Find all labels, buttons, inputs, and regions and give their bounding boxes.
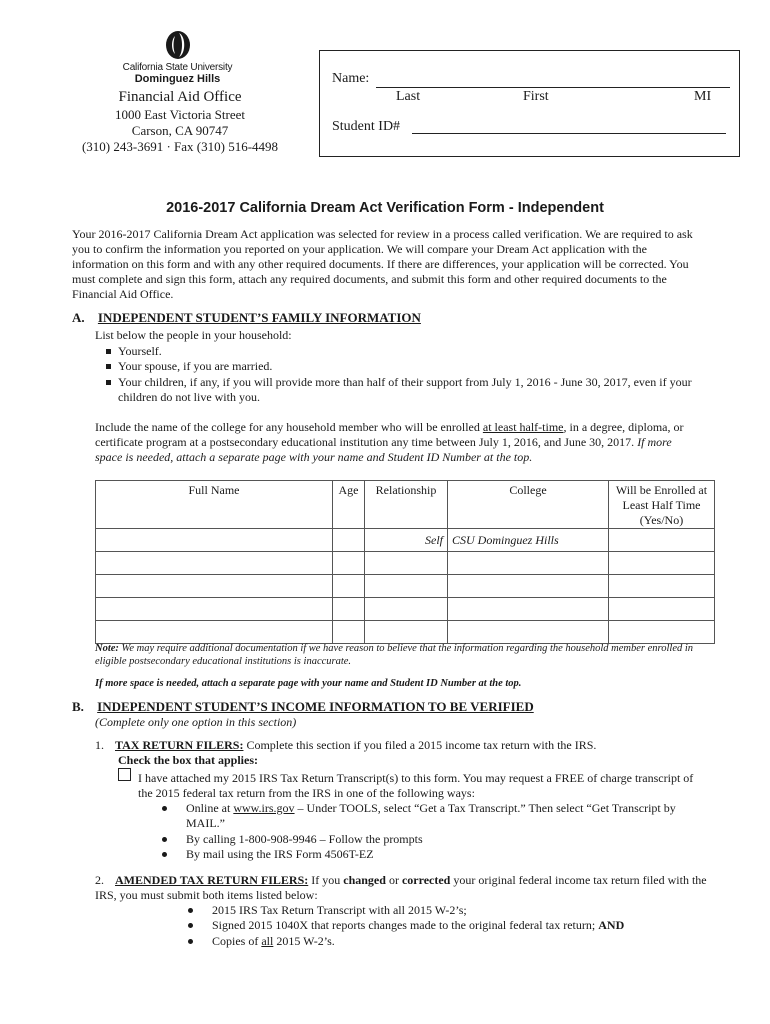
university-emblem-icon (164, 30, 192, 60)
include-college-paragraph: Include the name of the college for any household member who will be enrolled at least half-time, in a degree, diploma, or certificate program at a postsecondary educational institution any time between July 1, 2016, and June 30, 2017. If more space is needed, attach a separate page with your name and Student ID Number at the top. (95, 420, 684, 464)
table-row (96, 575, 715, 598)
table-row (96, 529, 715, 552)
col-college: College (448, 481, 609, 529)
more-space-note: If more space is needed, attach a separate page with your name and Student ID Number at the top. (95, 678, 522, 689)
list-item: Yourself. (104, 344, 704, 359)
tax-return-filers-item: 1. TAX RETURN FILERS: Complete this section if you filed a 2015 income tax return with the IRS. (95, 738, 597, 752)
university-logo (120, 30, 235, 85)
irs-transcript-checkbox[interactable] (118, 768, 131, 781)
list-item: By calling 1-800-908-9946 – Follow the prompts (162, 832, 702, 847)
college-cell: CSU Dominguez Hills (448, 529, 609, 552)
student-id-field[interactable] (412, 133, 726, 134)
col-full-name: Full Name (96, 481, 333, 529)
list-item: Your children, if any, if you will provide more than half of their support from July 1, 2016 - June 30, 2017, even if your children do not live with you. (104, 375, 704, 406)
relationship-cell: Self (365, 529, 448, 552)
household-list-intro: List below the people in your household: (95, 328, 292, 342)
name-field[interactable] (376, 87, 730, 88)
office-city: Carson, CA 90747 (131, 123, 229, 138)
list-item: Your spouse, if you are married. (104, 359, 704, 374)
enrolled-cell[interactable] (609, 529, 715, 552)
amended-filers-item: 2. AMENDED TAX RETURN FILERS: If you changed or corrected your original federal income tax return filed with the IRS, you must submit both items listed below: (95, 873, 707, 902)
name-label: Name: (332, 71, 370, 86)
documentation-note: Note: We may require additional documentation if we have reason to believe that the information regarding the household member enrolled in eligible postsecondary educational institutions is inaccurate. (95, 643, 694, 667)
table-row (96, 621, 715, 644)
table-header-row (96, 481, 715, 529)
first-name-label: First (523, 89, 549, 104)
form-title: 2016-2017 California Dream Act Verification Form - Independent (166, 200, 604, 216)
intro-paragraph: Your 2016-2017 California Dream Act application was selected for review in a process called verification. We are required to ask you to confirm the information you reported on your application. We will compare your Dream Act application with the information on this form and with any other required documents. If there are differences, your application will be corrected. You must complete and sign this form, attach any required documents, and submit this form and other required documents to the Financial Aid Office. (72, 227, 693, 301)
student-id-box (319, 50, 740, 157)
list-item: Signed 2015 1040X that reports changes made to the original federal tax return; AND (188, 918, 708, 933)
office-info (60, 88, 300, 155)
campus-name: Dominguez Hills (134, 73, 221, 85)
list-item: 2015 IRS Tax Return Transcript with all 2015 W-2’s; (188, 903, 708, 918)
amended-requirements-list (188, 903, 708, 949)
office-name: Financial Aid Office (118, 89, 242, 105)
section-b-subheading: (Complete only one option in this section) (95, 715, 297, 729)
section-a-letter: A. (72, 310, 85, 325)
office-street: 1000 East Victoria Street (114, 107, 246, 122)
col-age: Age (333, 481, 365, 529)
office-phone-fax: (310) 243-3691 · Fax (310) 516-4498 (81, 139, 279, 154)
section-b-heading (72, 699, 534, 715)
age-cell[interactable] (333, 529, 365, 552)
last-name-label: Last (396, 89, 421, 104)
section-a-heading (72, 310, 421, 326)
table-row (96, 598, 715, 621)
table-row (96, 552, 715, 575)
university-name: California State University (122, 62, 233, 73)
household-list (104, 344, 704, 405)
irs-transcript-option: I have attached my 2015 IRS Tax Return Transcript(s) to this form. You may request a FREE of charge transcript of the 2015 federal tax return from the IRS in one of the following ways: (138, 771, 694, 800)
household-table (95, 480, 715, 644)
list-item: By mail using the IRS Form 4506T-EZ (162, 847, 702, 862)
student-id-label: Student ID# (332, 119, 401, 134)
section-a-title: INDEPENDENT STUDENT’S FAMILY INFORMATION (97, 310, 421, 325)
middle-initial-label: MI (694, 89, 712, 104)
transcript-methods-list (162, 801, 702, 862)
list-item: Copies of all 2015 W-2’s. (188, 934, 708, 949)
check-box-instruction: Check the box that applies: (118, 753, 259, 767)
col-enrolled: Will be Enrolled at Least Half Time (Yes/No) (609, 481, 715, 529)
irs-link[interactable]: www.irs.gov (233, 801, 295, 815)
section-b-letter: B. (72, 699, 84, 714)
section-b-title: INDEPENDENT STUDENT’S INCOME INFORMATION TO BE VERIFIED (97, 699, 534, 714)
full-name-cell[interactable] (96, 529, 333, 552)
list-item: Online at www.irs.gov – Under TOOLS, select “Get a Tax Transcript.” Then select “Get Transcript by MAIL.” (162, 801, 702, 832)
col-relationship: Relationship (365, 481, 448, 529)
